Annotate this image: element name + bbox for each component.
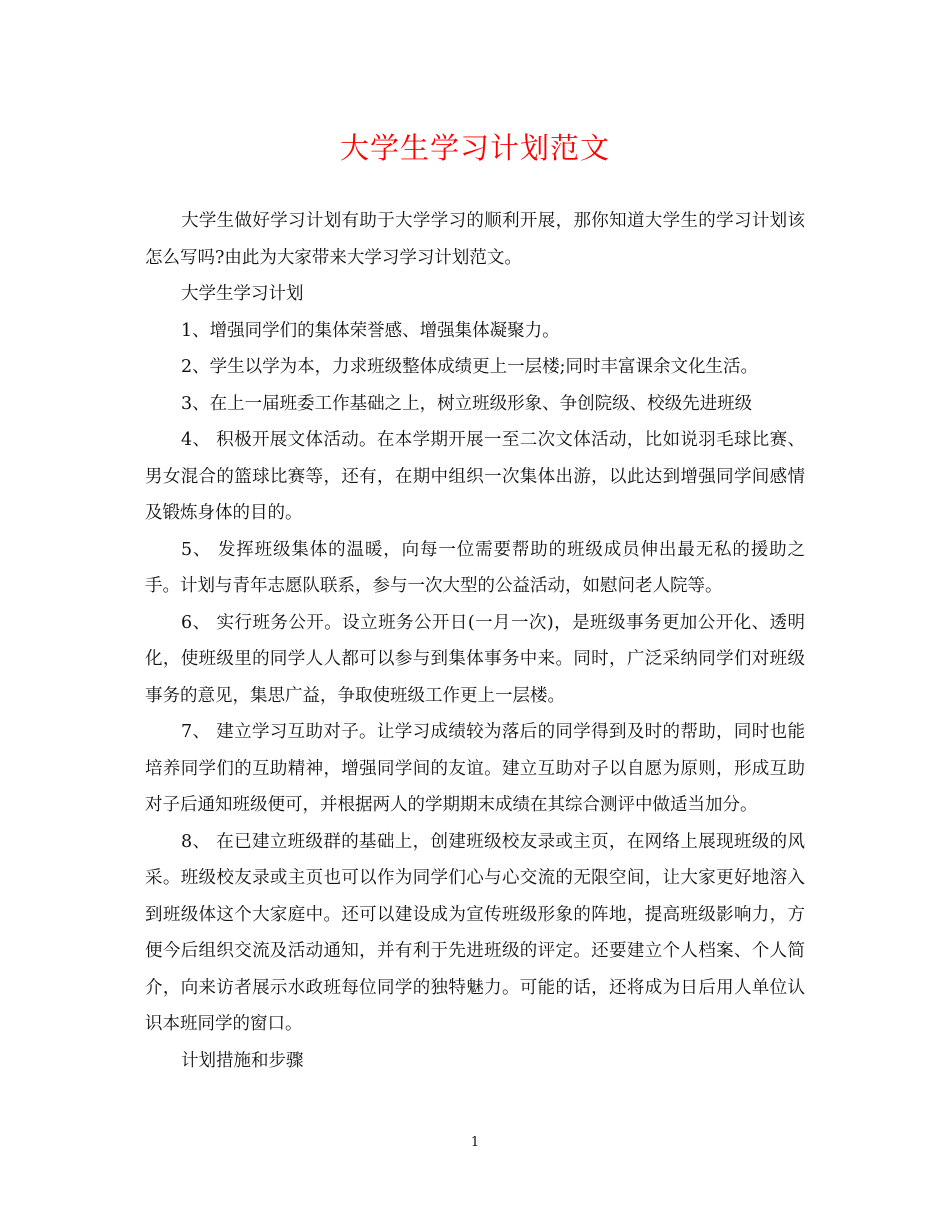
- page-number: 1: [470, 1135, 480, 1150]
- section-heading-plan: 大学生学习计划: [181, 284, 304, 304]
- section-heading-measures: 计划措施和步骤: [181, 1050, 304, 1071]
- document-title: 大学生学习计划范文: [339, 131, 610, 165]
- plan-item-3: 3、在上一届班委工作基础之上，树立班级形象、争创院级、校级先进班级: [181, 393, 753, 414]
- intro-paragraph: 大学生做好学习计划有助于大学学习的顺利开展，那你知道大学生的学习计划该怎么写吗?由此为大家带来大学习学习计划范文。: [145, 211, 805, 268]
- plan-item-7: 7、 建立学习互助对子。让学习成绩较为落后的同学得到及时的帮助，同时也能培养同学们的互助精神，增强同学间的友谊。建立互助对子以自愿为原则，形成互助对子后通知班级便可，并根据两人的学期期末成绩在其综合测评中做适当加分。: [145, 722, 805, 815]
- plan-item-6: 6、 实行班务公开。设立班务公开日(一月一次)，是班级事务更加公开化、透明化，使班级里的同学人人都可以参与到集体事务中来。同时，广泛采纳同学们对班级事务的意见，集思广益，争取使班级工作更上一层楼。: [145, 612, 805, 706]
- plan-item-2: 2、学生以学为本，力求班级整体成绩更上一层楼;同时丰富课余文化生活。: [181, 357, 759, 377]
- plan-item-4: 4、 积极开展文体活动。在本学期开展一至二次文体活动，比如说羽毛球比赛、男女混合的篮球比赛等，还有，在期中组织一次集体出游，以此达到增强同学间感情及锻炼身体的目的。: [145, 430, 805, 523]
- document-body: [145, 203, 805, 1079]
- plan-item-8: 8、 在已建立班级群的基础上，创建班级校友录或主页，在网络上展现班级的风采。班级校友录或主页也可以作为同学们心与心交流的无限空间，让大家更好地溶入到班级体这个大家庭中。还可以建设成为宣传班级形象的阵地，提高班级影响力，方便今后组织交流及活动通知，并有利于先进班级的评定。还要建立个人档案、个人简介，向来访者展示水政班每位同学的独特魅力。可能的话，还将成为日后用人单位认识本班同学的窗口。: [145, 831, 805, 1034]
- plan-item-5: 5、 发挥班级集体的温暖，向每一位需要帮助的班级成员伸出最无私的援助之手。计划与青年志愿队联系，参与一次大型的公益活动，如慰问老人院等。: [145, 539, 805, 596]
- plan-item-1: 1、增强同学们的集体荣誉感、增强集体凝聚力。: [181, 320, 560, 341]
